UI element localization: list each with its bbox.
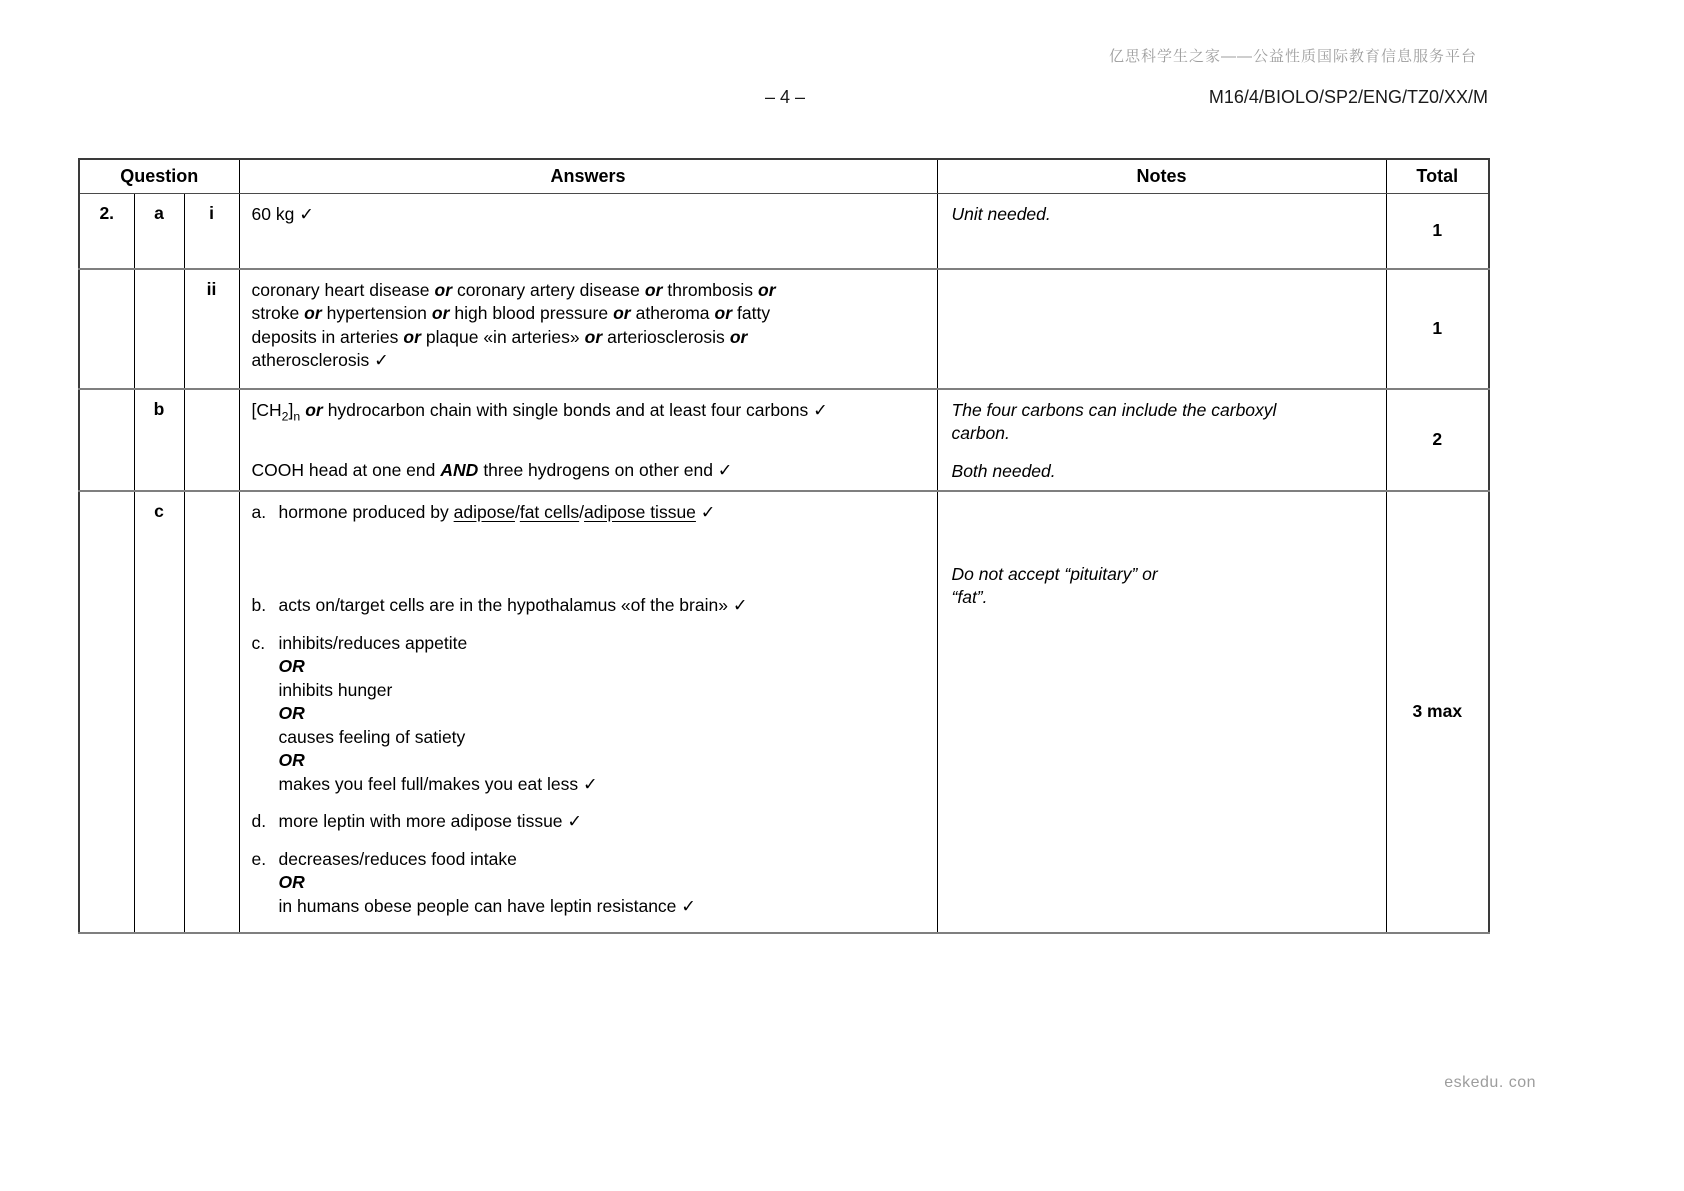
notes-2c: [937, 491, 1386, 934]
answer-2b-line2: COOH head at one end AND three hydrogens on other end ✓: [251, 459, 733, 480]
question-part-a: a: [134, 194, 184, 269]
chinese-watermark: 亿思科学生之家——公益性质国际教育信息服务平台: [1108, 48, 1477, 65]
question-sub-empty: [184, 491, 239, 934]
item-text: acts on/target cells are in the hypothalamus «of the brain» ✓: [278, 595, 748, 615]
total-2b: 2: [1386, 389, 1489, 491]
markscheme-table: [78, 158, 1490, 934]
answer-2c-item-c: [252, 632, 925, 797]
table-header-row: [79, 159, 1489, 194]
item-label: a.: [251, 501, 267, 522]
answer-2ai: 60 kg ✓: [239, 194, 937, 269]
row-2c: [79, 491, 1489, 934]
item-label: e.: [251, 848, 267, 869]
item-text: inhibits/reduces appetite OR inhibits hunger OR causes feeling of satiety OR makes you feel full/makes you eat less ✓: [278, 632, 598, 794]
notes-2ai: Unit needed.: [937, 194, 1386, 269]
answer-2c-item-e: [252, 848, 925, 919]
question-sub-ii: ii: [184, 269, 239, 389]
row-2ai: [79, 194, 1489, 269]
answer-2c-item-d: [252, 810, 925, 834]
answer-2b-line1: $[CH_2]_n$ or hydrocarbon chain with single bonds and at least four carbons ✓: [251, 399, 828, 423]
question-part-b: b: [134, 389, 184, 491]
item-text: hormone produced by adipose/fat cells/adipose tissue ✓: [278, 501, 716, 522]
total-2ai: 1: [1386, 194, 1489, 269]
question-sub-empty: [184, 389, 239, 491]
answer-2c: [239, 491, 937, 934]
document-code: M16/4/BIOLO/SP2/ENG/TZ0/XX/M: [1208, 87, 1488, 107]
item-text: decreases/reduces food intake OR in humans obese people can have leptin resistance ✓: [278, 848, 696, 916]
answer-2b: [239, 389, 937, 491]
notes-2c-text: Do not accept “pituitary” or “fat”.: [951, 563, 1158, 607]
question-number-empty: [79, 269, 134, 389]
site-watermark: eskedu. con: [1444, 1074, 1536, 1091]
row-2aii: [79, 269, 1489, 389]
notes-2aii: [937, 269, 1386, 389]
total-2aii: 1: [1386, 269, 1489, 389]
notes-2b: [937, 389, 1386, 491]
header-question: Question: [79, 159, 239, 194]
item-label: d.: [251, 811, 267, 831]
notes-2b-para1: The four carbons can include the carboxyl carbon.: [951, 399, 1277, 443]
row-2b: [79, 389, 1489, 491]
item-label: b.: [251, 595, 267, 615]
question-number-empty: [79, 389, 134, 491]
question-part-c: c: [134, 491, 184, 934]
notes-2b-para2: Both needed.: [951, 460, 1056, 481]
item-label: c.: [251, 632, 266, 653]
answer-2c-item-a: [252, 501, 925, 525]
header-notes: Notes: [937, 159, 1386, 194]
question-number-empty: [79, 491, 134, 934]
total-2c: 3 max: [1386, 491, 1489, 934]
page-number: – 4 –: [764, 87, 806, 107]
question-sub-i: i: [184, 194, 239, 269]
answer-2aii: coronary heart disease or coronary artery disease or thrombosis or stroke or hypertension or high blood pressure or atheroma or fatty deposits in arteries or plaque «in arteries» or arteriosclerosis or atherosclerosis ✓: [239, 269, 937, 389]
answer-2c-item-b: [252, 594, 925, 618]
item-text: more leptin with more adipose tissue ✓: [278, 811, 583, 831]
question-number: 2.: [79, 194, 134, 269]
header-total: Total: [1386, 159, 1489, 194]
header-answers: Answers: [239, 159, 937, 194]
question-part-empty: [134, 269, 184, 389]
